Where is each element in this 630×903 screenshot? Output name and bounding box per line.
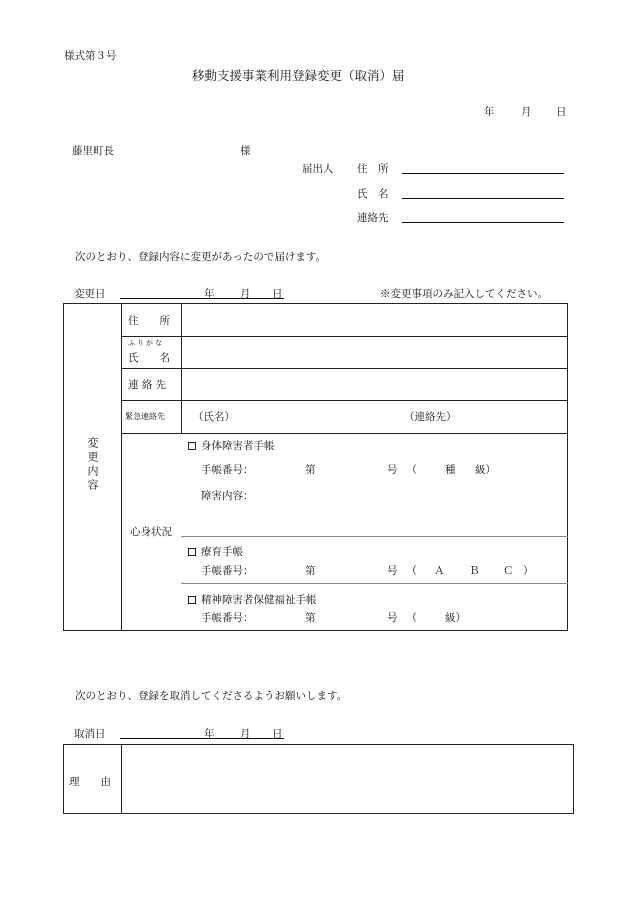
cancel-date-label: 取消日 [74,728,106,740]
emergency-contact-label: （連絡先） [404,411,457,423]
change-date-label: 変更日 [74,288,106,300]
mental-title: 精神障害者保健福祉手帳 [201,594,317,606]
applicant-name-label: 氏 名 [357,188,389,200]
reason-table-divider [121,744,122,814]
date-year: 年 [484,106,495,118]
change-row-line-3 [121,400,568,401]
condition-divider-1 [181,536,568,537]
applicant-contact-field[interactable] [402,222,564,223]
emergency-name-label: （氏名） [193,411,235,423]
change-content-label: 変更内容 [86,437,99,493]
change-table-divider-left [121,303,122,631]
change-date-month: 月 [240,288,251,300]
form-number: 様式第３号 [64,50,117,62]
row-contact-label: 連 絡 先 [128,379,167,391]
mental-checkbox[interactable] [188,596,196,604]
change-date-field[interactable] [120,298,284,299]
physical-disability-label: 障害内容： [201,490,254,502]
reason-label: 理 由 [69,776,111,788]
ryoiku-go: 号（ [387,565,426,577]
cancel-date-year: 年 [204,728,215,740]
cancel-date-day: 日 [272,728,283,740]
mental-number-label: 手帳番号： [201,612,254,624]
cancel-intro: 次のとおり、登録を取消してくださるようお願いします。 [75,690,348,702]
row-address-label: 住 所 [128,315,170,327]
ryoiku-number-label: 手帳番号： [201,565,254,577]
mental-go: 号（ [387,612,426,624]
ryoiku-title: 療育手帳 [201,546,243,558]
row-contact-input[interactable] [184,369,566,399]
change-date-year: 年 [204,288,215,300]
ryoiku-close: ） [523,565,534,577]
mental-kyu: 級） [445,612,466,624]
physical-go: 号（ [387,464,426,476]
row-address-input[interactable] [184,304,566,334]
row-emergency-label: 緊急連絡先 [125,412,165,421]
applicant-address-label: 住 所 [357,163,389,175]
date-month: 月 [521,106,532,118]
applicant-label: 届出人 [302,163,334,175]
physical-dai: 第 [305,464,316,476]
condition-label: 心身状況 [130,526,172,538]
row-name-input[interactable] [184,337,566,367]
row-furigana-label: ふりがな [128,339,164,347]
condition-divider-2 [181,583,568,584]
physical-shu: 種 [445,464,456,476]
change-date-day: 日 [272,288,283,300]
form-title: 移動支援事業利用登録変更（取消）届 [192,68,405,83]
ryoiku-checkbox-row[interactable] [188,544,243,559]
physical-number-label: 手帳番号： [201,464,254,476]
addressee-name: 藤里町長 [72,145,114,157]
physical-title: 身体障害者手帳 [201,440,275,452]
change-row-line-4 [121,433,568,434]
ryoiku-grade-a[interactable]: Ａ [434,565,445,577]
cancel-date-month: 月 [240,728,251,740]
physical-kyu: 級） [475,464,496,476]
ryoiku-dai: 第 [305,565,316,577]
applicant-name-field[interactable] [402,198,564,199]
date-day: 日 [556,106,567,118]
mental-checkbox-row[interactable] [188,592,317,607]
change-note: ※変更事項のみ記入してください。 [380,288,548,300]
change-intro: 次のとおり、登録内容に変更があったので届けます。 [75,251,327,263]
cancel-date-field[interactable] [120,738,284,739]
ryoiku-checkbox[interactable] [188,548,196,556]
reason-input[interactable] [124,746,572,812]
addressee-honorific: 様 [240,145,251,157]
physical-checkbox-row[interactable] [188,438,275,453]
applicant-contact-label: 連絡先 [357,212,389,224]
ryoiku-grade-c[interactable]: Ｃ [503,565,514,577]
row-name-label: 氏 名 [128,352,170,364]
physical-checkbox[interactable] [188,442,196,450]
mental-dai: 第 [305,612,316,624]
ryoiku-grade-b[interactable]: Ｂ [469,565,480,577]
applicant-address-field[interactable] [402,173,564,174]
